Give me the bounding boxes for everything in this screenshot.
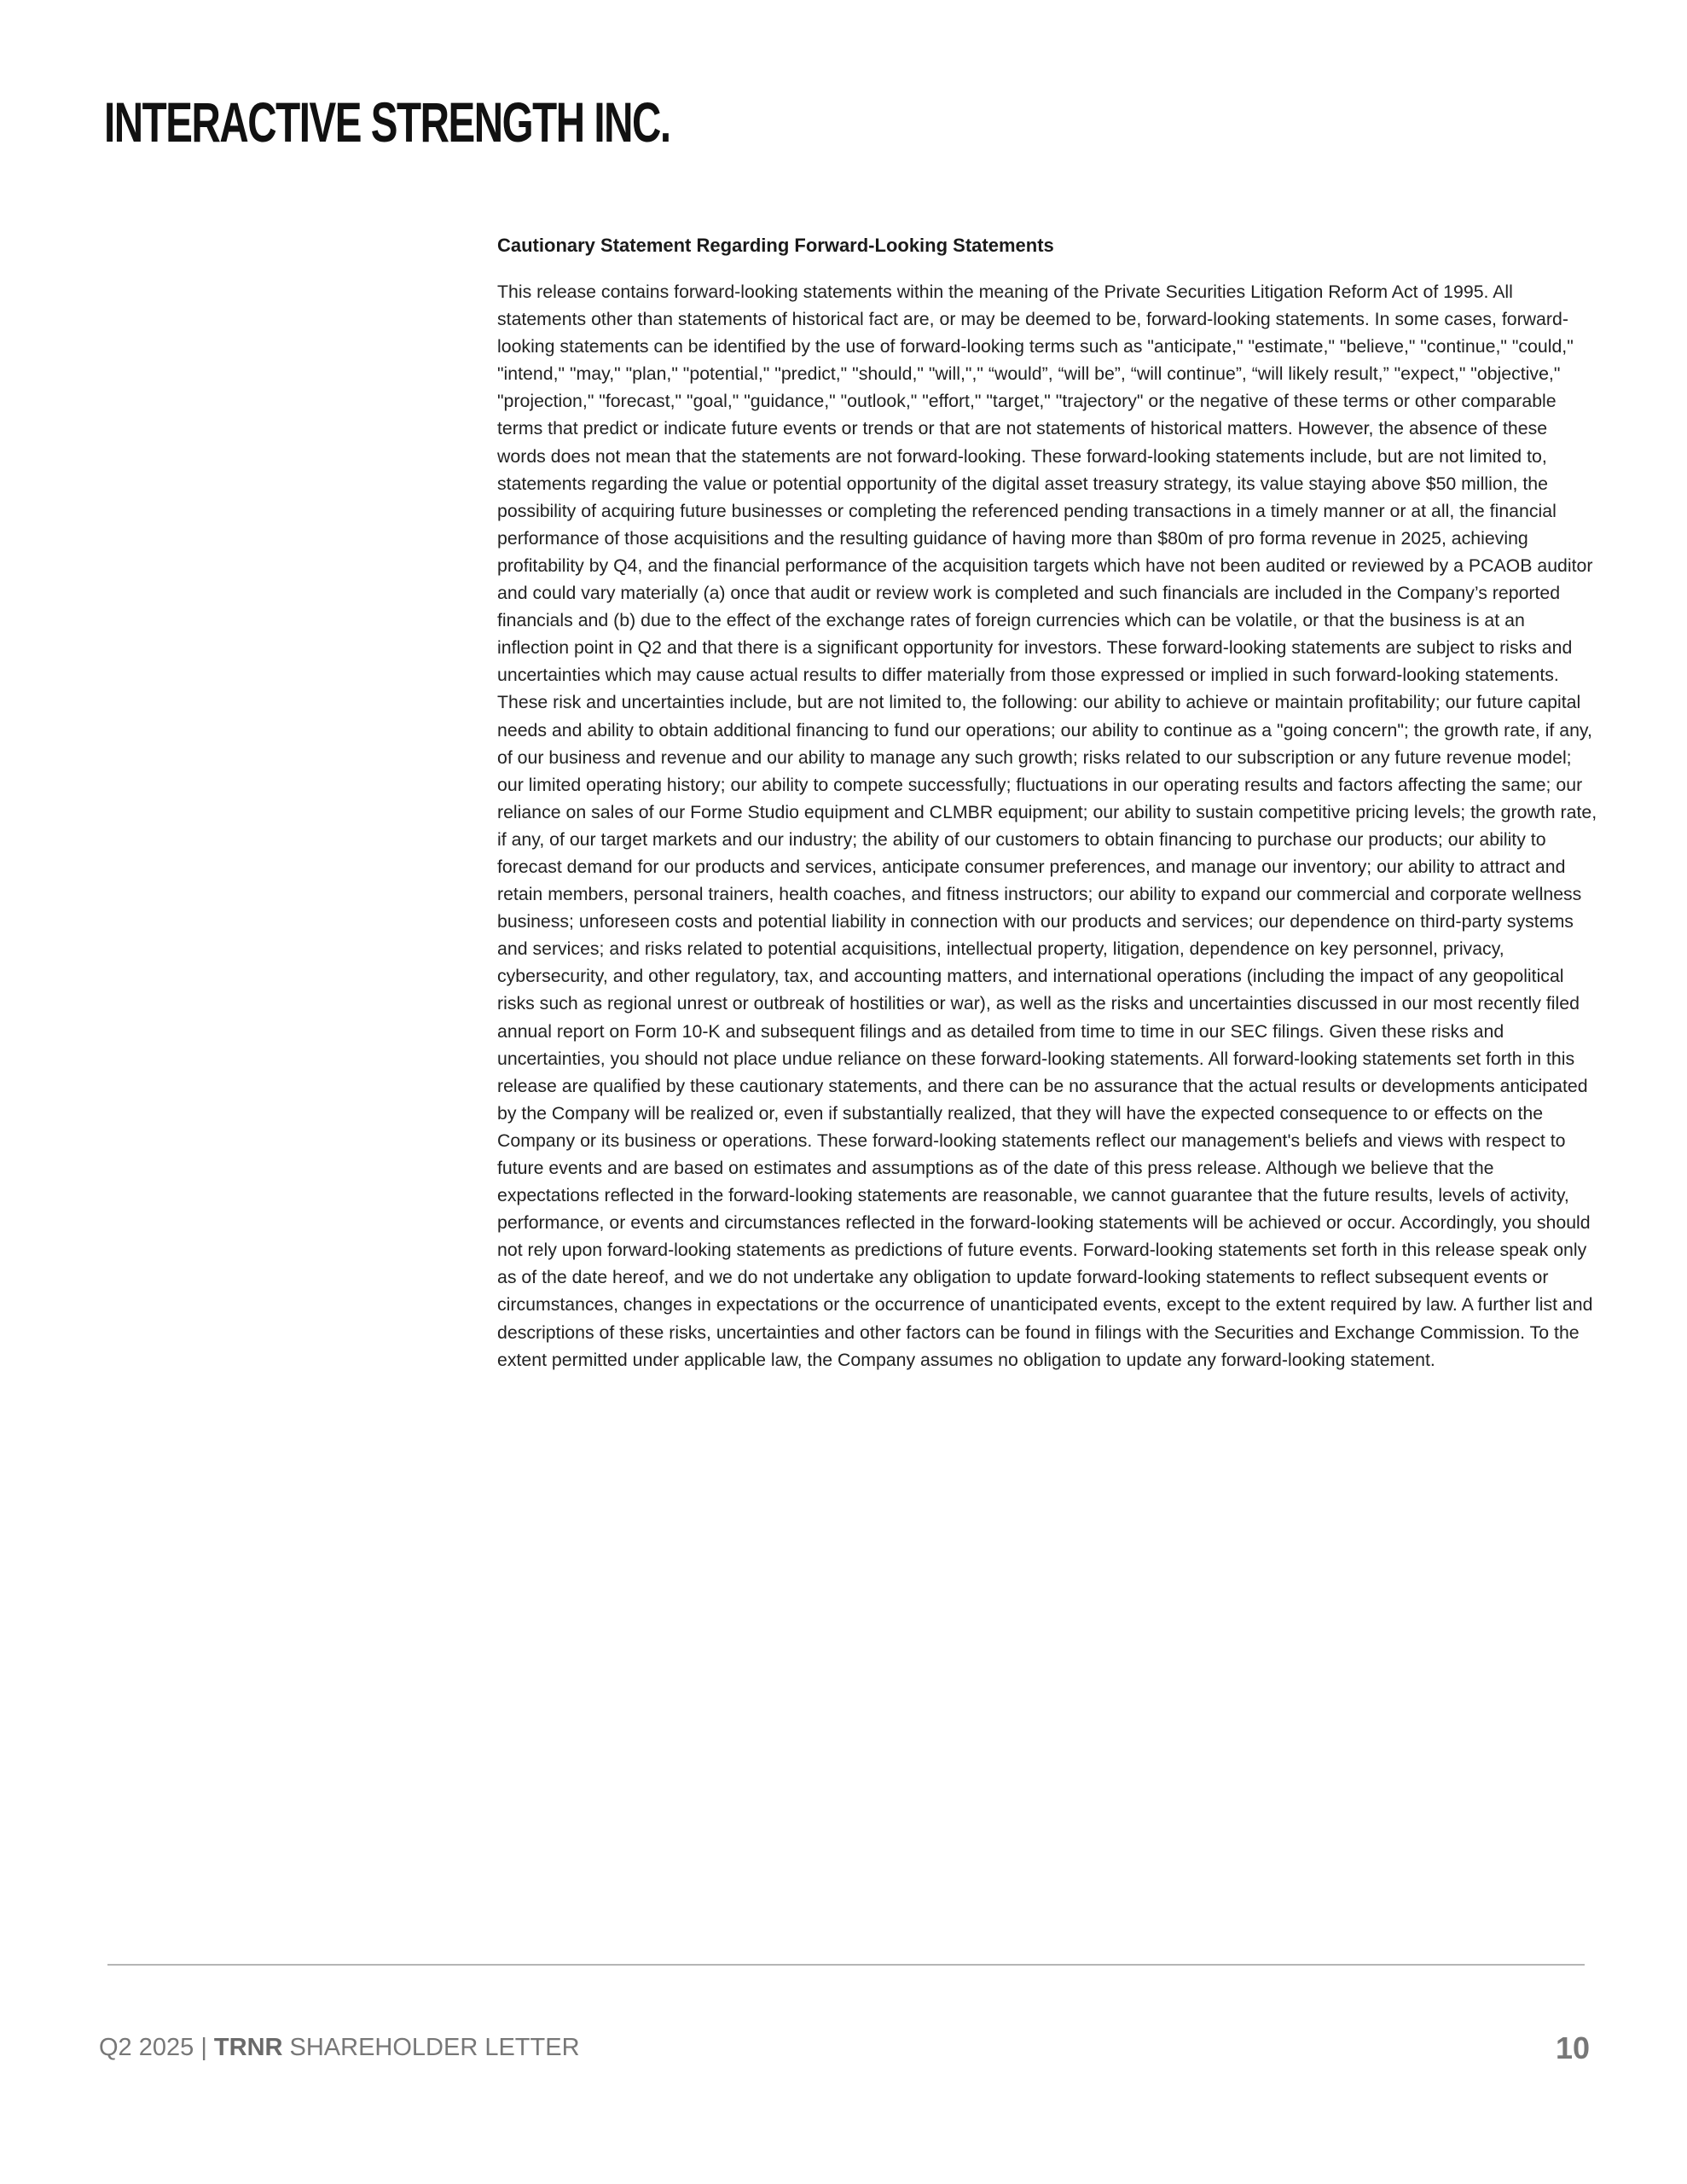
footer-period: Q2 2025 | — [99, 2034, 214, 2061]
footer-doc-title: SHAREHOLDER LETTER — [282, 2034, 580, 2061]
main-content — [497, 232, 1597, 1374]
footer-ticker: TRNR — [213, 2034, 283, 2061]
forward-looking-paragraph: This release contains forward-looking statements within the meaning of the Private Securities Litigation Reform Act of 1995. All statements other than statements of historical fact are, or may be deemed to be, forward-looking statements. In some cases, forward-looking statements can be identified by the use of forward-looking terms such as "anticipate," "estimate," "believe," "continue," "could," "intend," "may," "plan," "potential," "predict," "should," "will,"," “would”, “will be”, “will continue”, “will likely result,” "expect," "objective," "projection," "forecast," "goal," "guidance," "outlook," "effort," "target," "trajectory" or the negative of these terms or other comparable terms that predict or indicate future events or trends or that are not statements of historical matters. However, the absence of these words does not mean that the statements are not forward-looking. These forward-looking statements include, but are not limited to, statements regarding the value or potential opportunity of the digital asset treasury strategy, its value staying above $50 million, the possibility of acquiring future businesses or completing the referenced pending transactions in a timely manner or at all, the financial performance of those acquisitions and the resulting guidance of having more than $80m of pro forma revenue in 2025, achieving profitability by Q4, and the financial performance of the acquisition targets which have not been audited or reviewed by a PCAOB auditor and could vary materially (a) once that audit or review work is completed and such financials are included in the Company’s reported financials and (b) due to the effect of the exchange rates of foreign currencies which can be volatile, or that the business is at an inflection point in Q2 and that there is a significant opportunity for investors. These forward-looking statements are subject to risks and uncertainties which may cause actual results to differ materially from those expressed or implied in such forward-looking statements. These risk and uncertainties include, but are not limited to, the following: our ability to achieve or maintain profitability; our future capital needs and ability to obtain additional financing to fund our operations; our ability to continue as a "going concern"; the growth rate, if any, of our business and revenue and our ability to manage any such growth; risks related to our subscription or any future revenue model; our limited operating history; our ability to compete successfully; fluctuations in our operating results and factors affecting the same; our reliance on sales of our Forme Studio equipment and CLMBR equipment; our ability to sustain competitive pricing levels; the growth rate, if any, of our target markets and our industry; the ability of our customers to obtain financing to purchase our products; our ability to forecast demand for our products and services, anticipate consumer preferences, and manage our inventory; our ability to attract and retain members, personal trainers, health coaches, and fitness instructors; our ability to expand our commercial and corporate wellness business; unforeseen costs and potential liability in connection with our products and services; our dependence on third-party systems and services; and risks related to potential acquisitions, intellectual property, litigation, dependence on key personnel, privacy, cybersecurity, and other regulatory, tax, and accounting matters, and international operations (including the impact of any geopolitical risks such as regional unrest or outbreak of hostilities or war), as well as the risks and uncertainties discussed in our most recently filed annual report on Form 10-K and subsequent filings and as detailed from time to time in our SEC filings. Given these risks and uncertainties, you should not place undue reliance on these forward-looking statements. All forward-looking statements set forth in this release are qualified by these cautionary statements, and there can be no assurance that the actual results or developments anticipated by the Company will be realized or, even if substantially realized, that they will have the expected consequence to or effects on the Company or its business or operations. These forward-looking statements reflect our management's beliefs and views with respect to future events and are based on estimates and assumptions as of the date of this press release. Although we believe that the expectations reflected in the forward-looking statements are reasonable, we cannot guarantee that the future results, levels of activity, performance, or events and circumstances reflected in the forward-looking statements will be achieved or occur. Accordingly, you should not rely upon forward-looking statements as predictions of future events. Forward-looking statements set forth in this release speak only as of the date hereof, and we do not undertake any obligation to update forward-looking statements to reflect subsequent events or circumstances, changes in expectations or the occurrence of unanticipated events, except to the extent required by law. A further list and descriptions of these risks, uncertainties and other factors can be found in filings with the Securities and Exchange Commission. To the extent permitted under applicable law, the Company assumes no obligation to update any forward-looking statement. — [497, 282, 1597, 1370]
company-logo: INTERACTIVE STRENGTH INC. — [104, 90, 670, 154]
section-heading: Cautionary Statement Regarding Forward-Looking Statements — [497, 235, 1054, 256]
page-number: 10 — [1555, 2030, 1590, 2065]
footer-doc-label — [99, 2034, 580, 2062]
footer — [99, 2030, 1590, 2065]
footer-divider — [107, 1964, 1585, 1966]
